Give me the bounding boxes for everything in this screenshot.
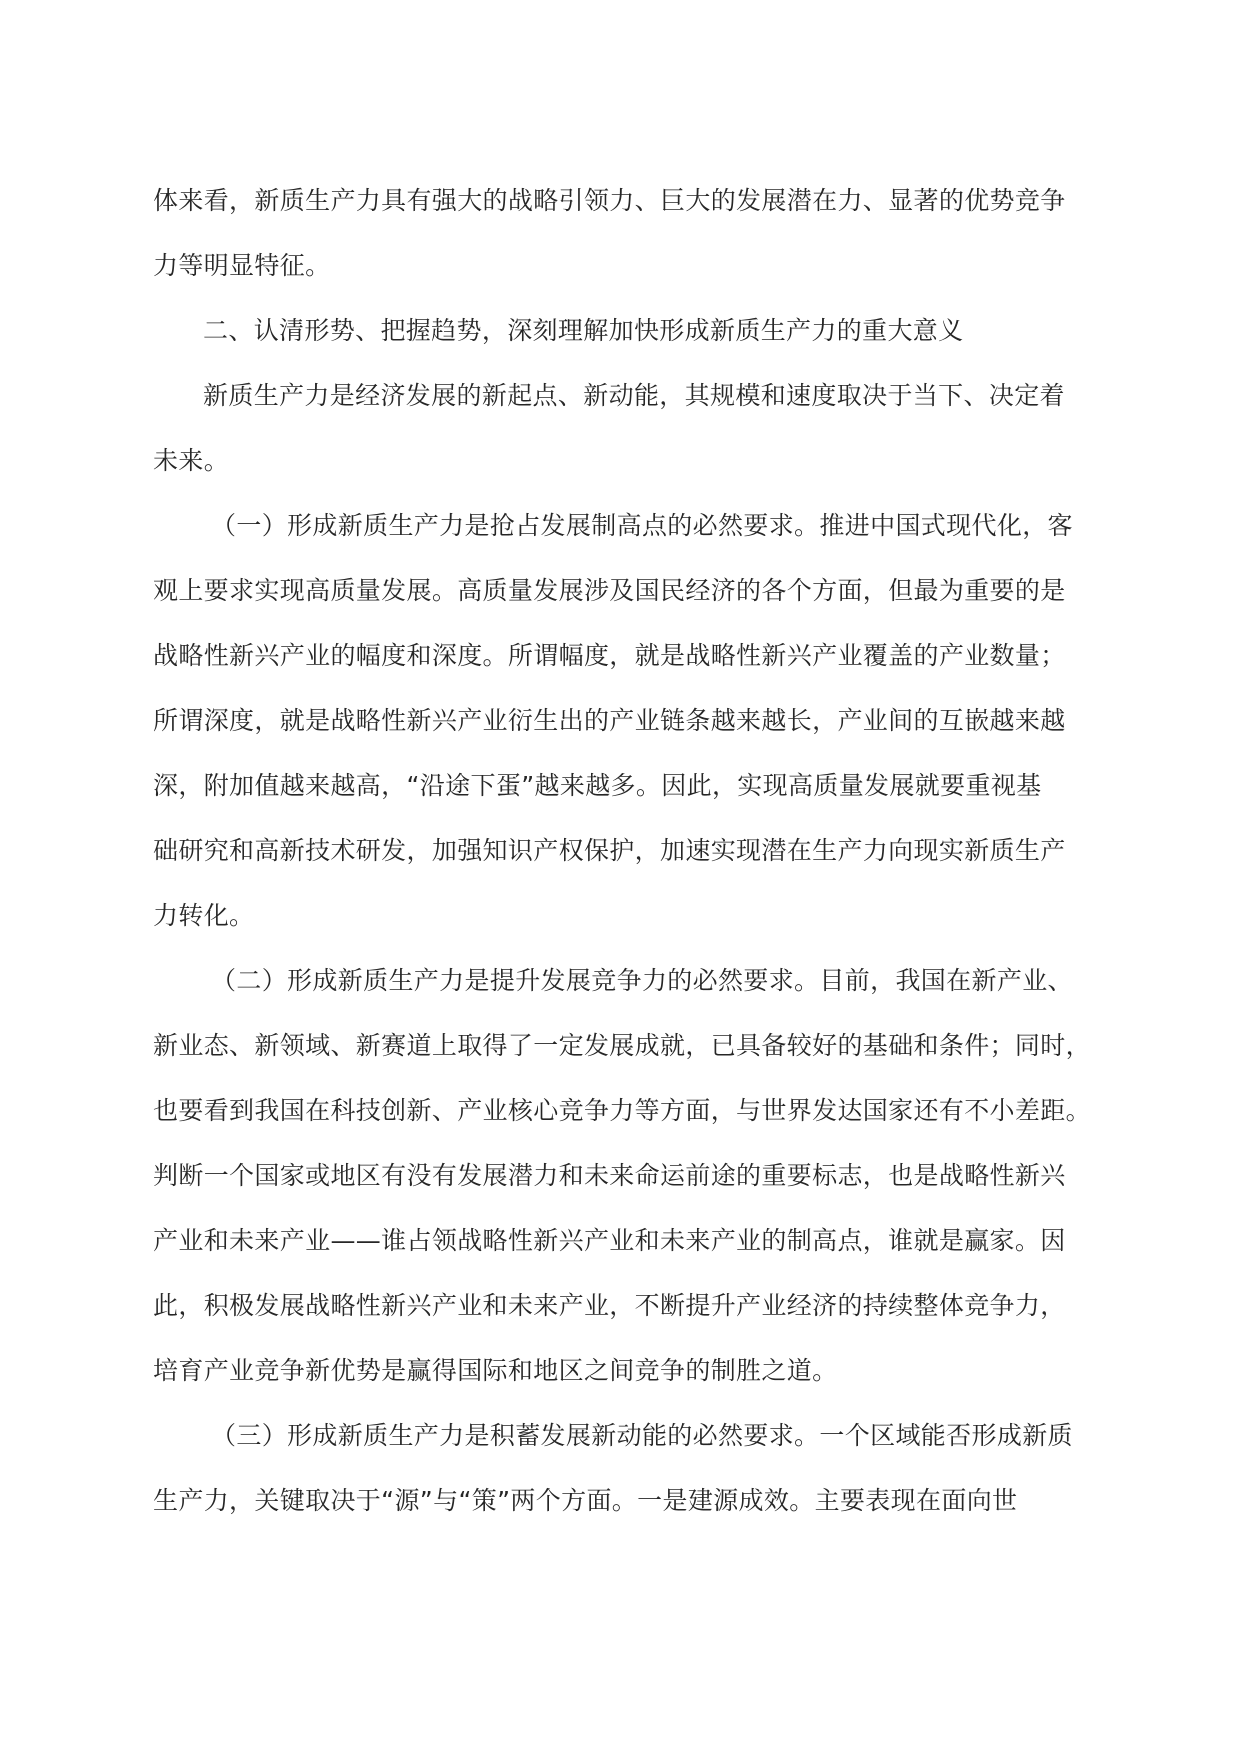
text-line: 所谓深度，就是战略性新兴产业衍生出的产业链条越来越长，产业间的互嵌越来越	[153, 706, 1066, 735]
section-heading: 二、认清形势、把握趋势，深刻理解加快形成新质生产力的重大意义	[203, 316, 964, 345]
text-line: 新质生产力是经济发展的新起点、新动能，其规模和速度取决于当下、决定着	[203, 381, 1065, 410]
text-line: 础研究和高新技术研发，加强知识产权保护，加速实现潜在生产力向现实新质生产	[153, 836, 1066, 865]
subsection-line: （三）形成新质生产力是积蓄发展新动能的必然要求。一个区域能否形成新质	[211, 1421, 1073, 1450]
text-line: 力转化。	[153, 901, 255, 930]
text-line: 新业态、新领域、新赛道上取得了一定发展成就，已具备较好的基础和条件；同时，	[153, 1031, 1091, 1060]
subsection-line: （一）形成新质生产力是抢占发展制高点的必然要求。推进中国式现代化，客	[211, 511, 1073, 540]
text-line: 力等明显特征。	[153, 251, 331, 280]
text-line: 未来。	[153, 446, 230, 475]
text-line: 战略性新兴产业的幅度和深度。所谓幅度，就是战略性新兴产业覆盖的产业数量；	[153, 641, 1066, 670]
subsection-line: （二）形成新质生产力是提升发展竞争力的必然要求。目前，我国在新产业、	[211, 966, 1073, 995]
text-line: 此，积极发展战略性新兴产业和未来产业，不断提升产业经济的持续整体竞争力，	[153, 1291, 1066, 1320]
text-line: 生产力，关键取决于“源”与“策”两个方面。一是建源成效。主要表现在面向世	[153, 1486, 1018, 1515]
document-body	[153, 184, 1091, 1549]
text-line: 深，附加值越来越高，“沿途下蛋”越来越多。因此，实现高质量发展就要重视基	[153, 771, 1042, 800]
text-line: 体来看，新质生产力具有强大的战略引领力、巨大的发展潜在力、显著的优势竞争	[153, 186, 1066, 215]
text-line: 培育产业竞争新优势是赢得国际和地区之间竞争的制胜之道。	[153, 1356, 838, 1385]
text-line: 观上要求实现高质量发展。高质量发展涉及国民经济的各个方面，但最为重要的是	[153, 576, 1066, 605]
text-line: 也要看到我国在科技创新、产业核心竞争力等方面，与世界发达国家还有不小差距。	[153, 1096, 1091, 1125]
text-line: 判断一个国家或地区有没有发展潜力和未来命运前途的重要标志，也是战略性新兴	[153, 1161, 1066, 1190]
text-line: 产业和未来产业——谁占领战略性新兴产业和未来产业的制高点，谁就是赢家。因	[153, 1226, 1066, 1255]
